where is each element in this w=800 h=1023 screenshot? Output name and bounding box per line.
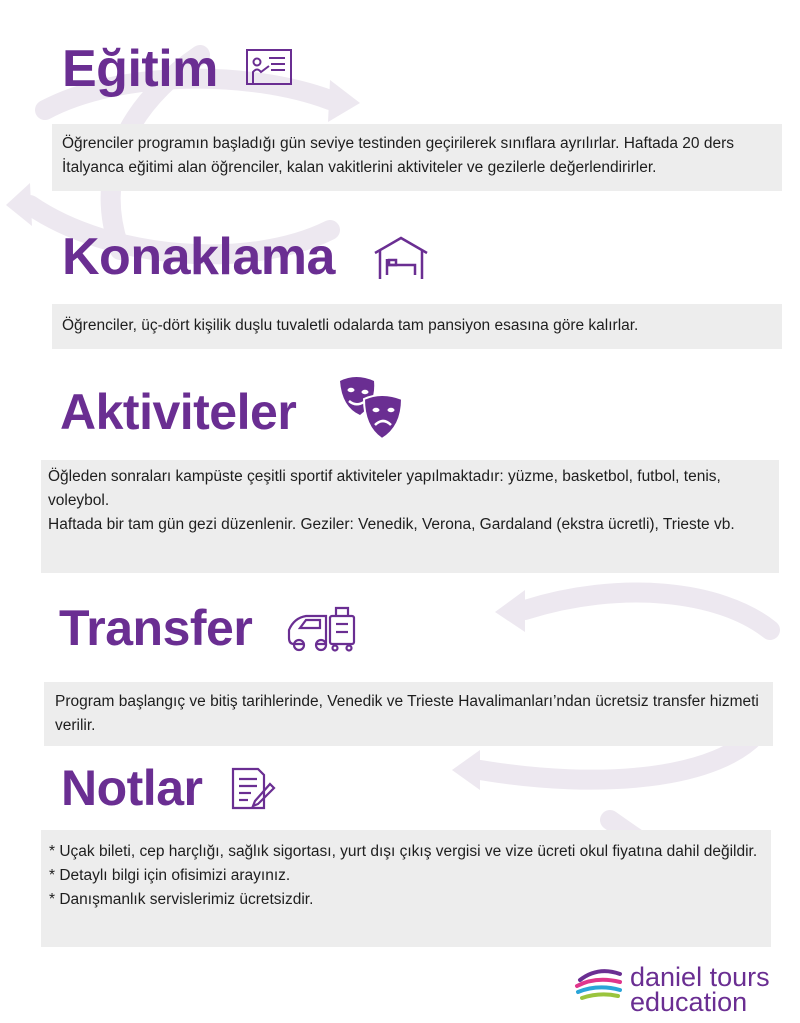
section-text-egitim: Öğrenciler programın başladığı gün seviye testinden geçirilerek sınıflara ayrılırlar. Haftada 20 ders İtalyanca eğitimi alan öğrenciler, kalan vakitlerini aktiviteler ve gezilerle değerlendirirler. — [62, 135, 735, 176]
section-title-aktiviteler: Aktiviteler — [60, 384, 297, 440]
theater-masks-icon — [336, 375, 406, 443]
section-title-konaklama: Konaklama — [62, 228, 335, 286]
section-box-egitim — [52, 124, 782, 191]
section-box-aktiviteler — [41, 460, 779, 573]
notepad-pen-icon — [230, 766, 276, 812]
logo-text-line2: education — [630, 987, 748, 1017]
section-text-notlar-3: * Danışmanlık servislerimiz ücretsizdir. — [49, 891, 314, 908]
teacher-board-icon — [245, 48, 293, 90]
logo-swirl-icon — [574, 964, 624, 1006]
car-luggage-icon — [286, 604, 358, 654]
section-box-notlar — [41, 830, 771, 947]
section-title-notlar: Notlar — [61, 760, 203, 816]
section-box-transfer — [44, 682, 773, 746]
section-title-transfer: Transfer — [59, 600, 253, 656]
section-text-aktiviteler-1: Öğleden sonraları kampüste çeşitli sportif aktiviteler yapılmaktadır: yüzme, basketbol, futbol, tenis, voleybol. — [48, 468, 721, 509]
section-text-aktiviteler-2: Haftada bir tam gün gezi düzenlenir. Geziler: Venedik, Verona, Gardaland (ekstra ücretli), Trieste vb. — [48, 516, 735, 533]
section-text-transfer: Program başlangıç ve bitiş tarihlerinde, Venedik ve Trieste Havalimanları’ndan ücretsiz transfer hizmeti verilir. — [55, 693, 759, 734]
section-text-notlar-2: * Detaylı bilgi için ofisimizi arayınız. — [49, 867, 291, 884]
logo-text-line1: daniel tours — [630, 962, 770, 992]
house-bed-icon — [372, 235, 430, 281]
section-box-konaklama — [52, 304, 782, 349]
daniel-tours-logo — [574, 960, 784, 1020]
section-text-konaklama: Öğrenciler, üç-dört kişilik duşlu tuvaletli odalarda tam pansiyon esasına göre kalırlar. — [62, 317, 639, 334]
section-title-egitim: Eğitim — [62, 40, 218, 98]
section-text-notlar-1: * Uçak bileti, cep harçlığı, sağlık sigortası, yurt dışı çıkış vergisi ve vize ücreti okul fiyatına dahil değildir. — [49, 843, 758, 860]
